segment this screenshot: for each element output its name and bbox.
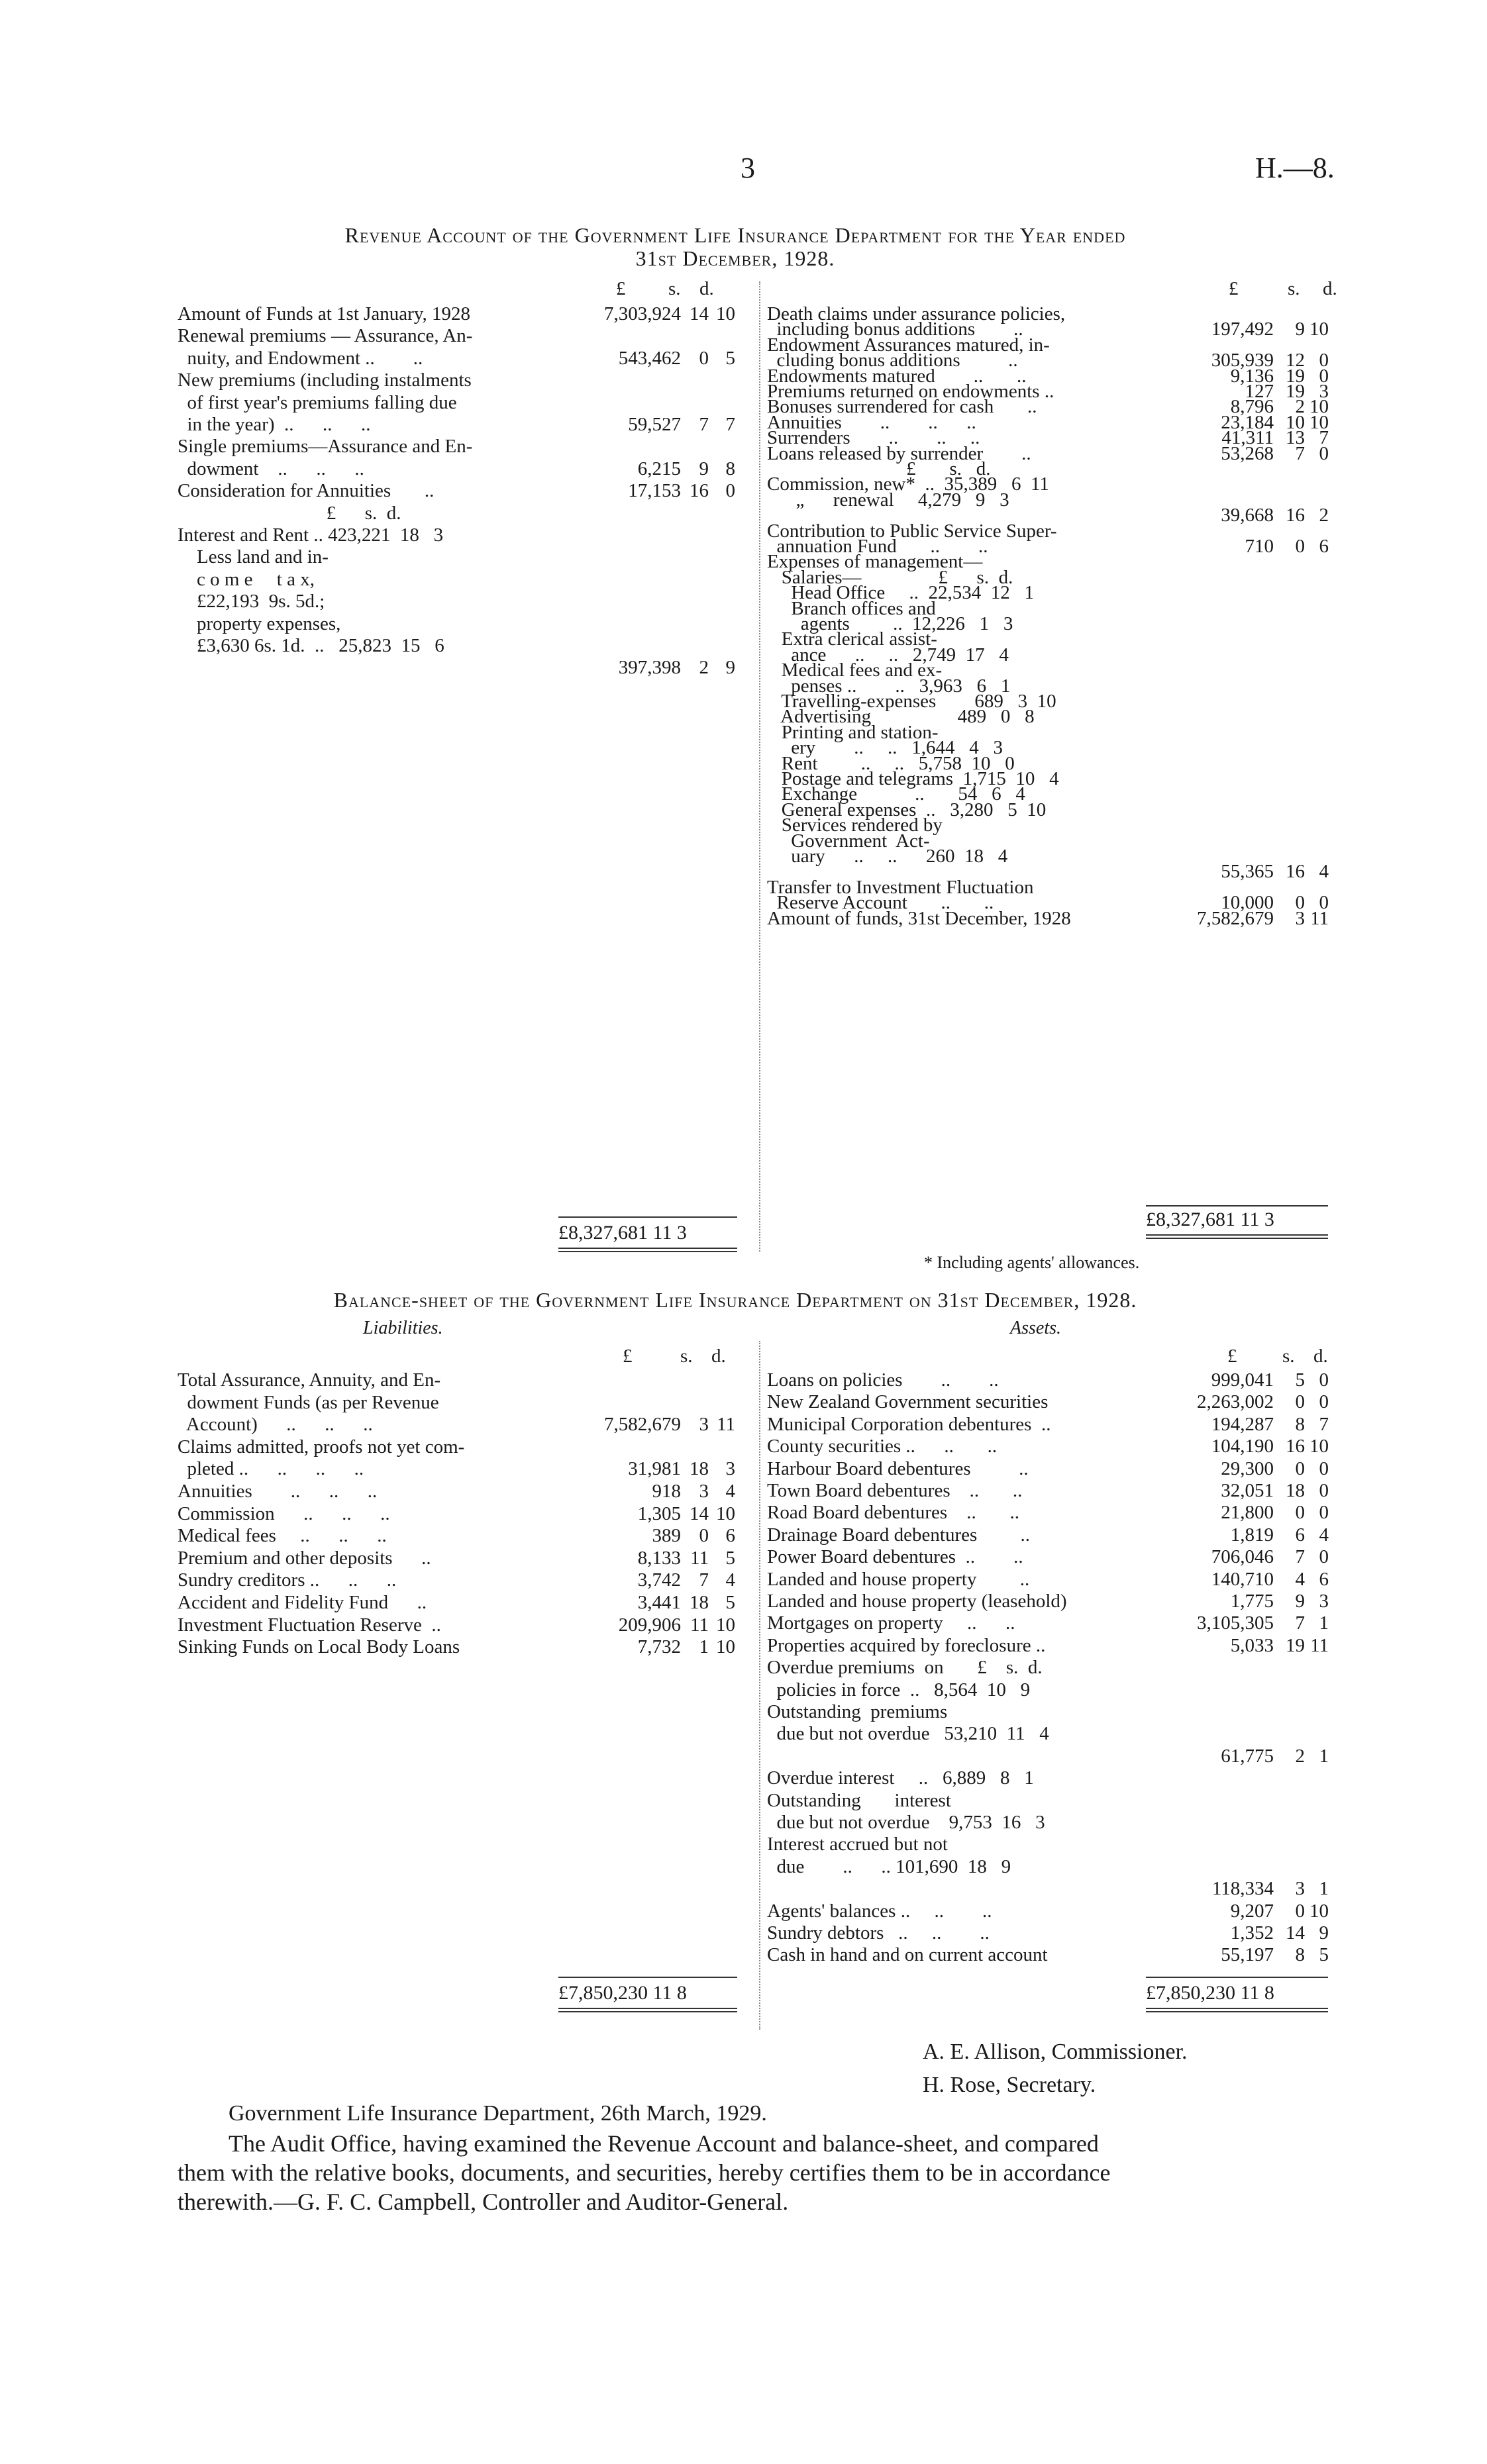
row-label: Sinking Funds on Local Body Loans [178, 1636, 460, 1658]
revenue-left-total: £8,327,681 11 3 [558, 1222, 687, 1244]
row-pounds: 55,197 [1221, 1944, 1274, 1966]
row-shillings: 4 [1295, 1568, 1305, 1590]
row-pence: 11 [717, 1414, 735, 1436]
commissioner-signature: A. E. Allison, Commissioner. [923, 2040, 1188, 2064]
column-separator [759, 281, 760, 1252]
row-shillings: 11 [690, 1614, 709, 1636]
audit-line2: them with the relative books, documents, and securities, hereby certifies them to be in accordance [178, 2159, 1111, 2186]
row-pounds: 209,906 [618, 1614, 681, 1636]
row-shillings: 14 [690, 1503, 709, 1524]
row-pence: 10 [1309, 319, 1329, 340]
rule [558, 1216, 737, 1218]
row-pounds: 706,046 [1211, 1546, 1274, 1568]
row-label: Advertising 489 0 8 [767, 706, 1035, 728]
row-label: Annuities .. .. .. [178, 1481, 378, 1502]
revenue-title-line2: 31st December, 1928. [635, 246, 835, 270]
row-pounds: 55,365 [1221, 861, 1274, 883]
row-pounds: 1,775 [1230, 1591, 1274, 1612]
row-label: nuity, and Endowment .. .. [178, 347, 423, 369]
row-label: policies in force .. 8,564 10 9 [767, 1679, 1031, 1700]
row-pence: 2 [1319, 505, 1329, 526]
row-label: dowment Funds (as per Revenue [178, 1391, 439, 1413]
row-label: Surrenders .. .. .. [767, 427, 980, 449]
row-label: Salaries— £ s. d. [767, 566, 1013, 588]
col-d: d. [1313, 1346, 1328, 1367]
row-label: Extra clerical assist- [767, 628, 937, 650]
row-pence: 11 [1310, 1634, 1329, 1656]
row-shillings: 16 [1286, 505, 1305, 526]
liabilities-total: £7,850,230 11 8 [558, 1982, 687, 2004]
row-label: annuation Fund .. .. [767, 536, 988, 557]
row-pence: 4 [1319, 1524, 1329, 1546]
row-label: penses .. .. 3,963 6 1 [767, 675, 1011, 697]
row-shillings: 7 [699, 1569, 709, 1591]
row-pounds: 3,742 [637, 1569, 681, 1591]
row-label: New Zealand Government securities [767, 1391, 1049, 1413]
row-pence: 0 [1319, 892, 1329, 914]
row-shillings: 11 [690, 1547, 709, 1569]
row-shillings: 0 [699, 347, 709, 369]
row-label: in the year) .. .. .. [178, 414, 371, 435]
row-pounds: 2,263,002 [1197, 1391, 1274, 1413]
row-label: Expenses of management— [767, 551, 983, 573]
row-pence: 9 [725, 657, 735, 679]
row-shillings: 9 [699, 458, 709, 479]
row-label: Postage and telegrams 1,715 10 4 [767, 768, 1059, 789]
row-label: Branch offices and [767, 597, 936, 619]
row-pounds: 32,051 [1221, 1480, 1274, 1501]
row-pounds: 8,796 [1230, 396, 1274, 418]
row-pence: 3 [1319, 381, 1329, 402]
row-shillings: 0 [1295, 1457, 1305, 1479]
row-label: Rent .. .. 5,758 10 0 [767, 752, 1015, 774]
row-shillings: 0 [1295, 892, 1305, 914]
row-pounds: 10,000 [1221, 892, 1274, 914]
row-shillings: 10 [1286, 411, 1305, 433]
row-label: Transfer to Investment Fluctuation [767, 876, 1034, 898]
double-rule [1146, 1234, 1328, 1239]
row-pence: 0 [1319, 1391, 1329, 1413]
row-label: Printing and station- [767, 721, 939, 743]
row-label: Consideration for Annuities .. [178, 480, 435, 502]
double-rule [558, 1248, 737, 1252]
row-pounds: 7,303,924 [604, 303, 681, 324]
audit-line1: The Audit Office, having examined the Revenue Account and balance-sheet, and compared [229, 2130, 1099, 2157]
row-pence: 10 [716, 1636, 735, 1658]
row-pounds: 118,334 [1211, 1878, 1274, 1900]
secretary-signature: H. Rose, Secretary. [923, 2073, 1096, 2097]
row-pence: 0 [725, 480, 735, 502]
row-label: Interest and Rent .. 423,221 18 3 [178, 524, 444, 546]
row-shillings: 2 [699, 657, 709, 679]
revenue-footnote: * Including agents' allowances. [924, 1253, 1140, 1272]
row-pounds: 305,939 [1211, 350, 1274, 371]
row-label: Renewal premiums — Assurance, An- [178, 325, 473, 347]
row-pence: 10 [1309, 1436, 1329, 1457]
row-label: Loans on policies .. .. [767, 1369, 999, 1391]
row-label: cluding bonus additions .. [767, 350, 1018, 371]
column-separator [759, 1341, 760, 2030]
row-pounds: 140,710 [1211, 1568, 1274, 1590]
page-number: 3 [741, 152, 755, 184]
row-label: Government Act- [767, 830, 930, 852]
row-pence: 10 [1309, 411, 1329, 433]
row-shillings: 16 [1286, 1436, 1305, 1457]
row-label: Travelling-expenses 689 3 10 [767, 691, 1056, 712]
row-shillings: 8 [1295, 1944, 1305, 1966]
row-pounds: 1,352 [1230, 1922, 1274, 1944]
row-pounds: 9,207 [1230, 1900, 1274, 1922]
row-label: Outstanding interest [767, 1789, 951, 1811]
revenue-title-line1: Revenue Account of the Government Life Insurance Department for the Year ended [344, 223, 1126, 247]
row-pence: 4 [1319, 861, 1329, 883]
row-shillings: 3 [699, 1481, 709, 1502]
row-label: Commission .. .. .. [178, 1503, 390, 1524]
row-pounds: 397,398 [618, 657, 681, 679]
col-pound: £ [1229, 278, 1239, 299]
row-shillings: 0 [1295, 536, 1305, 557]
row-pence: 10 [1309, 396, 1329, 418]
row-shillings: 3 [1295, 1878, 1305, 1900]
row-label: General expenses .. 3,280 5 10 [767, 799, 1047, 820]
row-label: £22,193 9s. 5d.; [178, 591, 325, 613]
row-pence: 1 [1319, 1745, 1329, 1767]
row-pence: 0 [1319, 350, 1329, 371]
col-s: s. [1288, 278, 1300, 299]
row-label: agents .. 12,226 1 3 [767, 613, 1013, 634]
row-label: Overdue premiums on £ s. d. [767, 1657, 1043, 1679]
row-pounds: 197,492 [1211, 319, 1274, 340]
row-pence: 1 [1319, 1612, 1329, 1634]
row-label: Landed and house property (leasehold) [767, 1591, 1067, 1612]
col-pound: £ [616, 278, 626, 299]
row-label: Mortgages on property .. .. [767, 1612, 1015, 1634]
row-shillings: 0 [1295, 1391, 1305, 1413]
row-shillings: 8 [1295, 1413, 1305, 1435]
liabilities-heading: Liabilities. [363, 1318, 443, 1338]
row-pence: 10 [716, 303, 735, 324]
row-label: Overdue interest .. 6,889 8 1 [767, 1767, 1034, 1789]
row-label: Drainage Board debentures .. [767, 1524, 1031, 1546]
row-pounds: 999,041 [1211, 1369, 1274, 1391]
row-label: ery .. .. 1,644 4 3 [767, 737, 1003, 759]
row-pounds: 5,033 [1230, 1634, 1274, 1656]
row-label: Power Board debentures .. .. [767, 1546, 1023, 1568]
row-pence: 10 [716, 1614, 735, 1636]
row-pounds: 1,305 [637, 1503, 681, 1524]
row-pence: 0 [1319, 442, 1329, 464]
row-label: Amount of funds, 31st December, 1928 [767, 907, 1071, 929]
row-shillings: 18 [1286, 1480, 1305, 1501]
row-pence: 0 [1319, 1546, 1329, 1568]
row-label: Harbour Board debentures .. [767, 1457, 1029, 1479]
rule [1146, 1977, 1328, 1978]
row-pence: 4 [725, 1569, 735, 1591]
row-label: ance .. .. 2,749 17 4 [767, 644, 1009, 665]
row-pence: 1 [1319, 1878, 1329, 1900]
row-shillings: 7 [1295, 442, 1305, 464]
row-pence: 3 [725, 1458, 735, 1480]
row-label: Town Board debentures .. .. [767, 1480, 1023, 1501]
row-shillings: 7 [1295, 1612, 1305, 1634]
row-pence: 5 [1319, 1944, 1329, 1966]
dateline: Government Life Insurance Department, 26th March, 1929. [229, 2101, 767, 2126]
row-shillings: 9 [1295, 1591, 1305, 1612]
row-label: Endowment Assurances matured, in- [767, 334, 1050, 356]
row-shillings: 19 [1286, 1634, 1305, 1656]
row-pounds: 7,582,679 [604, 1414, 681, 1436]
row-label: Account) .. .. .. [178, 1414, 373, 1436]
row-pounds: 918 [652, 1481, 681, 1502]
row-label: Contribution to Public Service Super- [767, 520, 1057, 542]
liabilities-col-headings [623, 1346, 726, 1367]
col-d: d. [699, 278, 714, 299]
row-label: due .. .. 101,690 18 9 [767, 1855, 1011, 1877]
row-shillings: 19 [1286, 381, 1305, 402]
row-label: Accident and Fidelity Fund .. [178, 1592, 427, 1613]
row-label: Sundry creditors .. .. .. [178, 1569, 397, 1591]
row-label: Claims admitted, proofs not yet com- [178, 1436, 465, 1457]
row-pence: 6 [1319, 536, 1329, 557]
row-pence: 0 [1319, 1502, 1329, 1524]
row-shillings: 5 [1295, 1369, 1305, 1391]
row-label: Bonuses surrendered for cash .. [767, 396, 1037, 418]
page-reference: H.—8. [1255, 152, 1335, 184]
row-label: Services rendered by [767, 814, 943, 836]
row-label: due but not overdue 9,753 16 3 [767, 1812, 1045, 1833]
row-label: Amount of Funds at 1st January, 1928 [178, 303, 470, 324]
row-label: Loans released by surrender .. [767, 442, 1031, 464]
row-pence: 7 [725, 414, 735, 435]
row-label: County securities .. .. .. [767, 1436, 998, 1457]
col-s: s. [1282, 1346, 1295, 1367]
row-shillings: 0 [1295, 1900, 1305, 1922]
row-shillings: 13 [1286, 427, 1305, 449]
row-label: New premiums (including instalments [178, 370, 472, 391]
row-pounds: 7,582,679 [1197, 907, 1274, 929]
row-pence: 8 [725, 458, 735, 479]
row-shillings: 7 [699, 414, 709, 435]
row-label: Total Assurance, Annuity, and En- [178, 1369, 441, 1391]
row-shillings: 16 [690, 480, 709, 502]
row-pounds: 17,153 [628, 480, 681, 502]
row-label: Premiums returned on endowments .. [767, 381, 1054, 402]
row-pence: 5 [725, 1592, 735, 1613]
row-label: Landed and house property .. [767, 1568, 1030, 1590]
row-pounds: 53,268 [1221, 442, 1274, 464]
row-label: Less land and in- [178, 546, 329, 568]
row-pounds: 59,527 [628, 414, 681, 435]
row-pence: 11 [1310, 907, 1329, 929]
row-label: £ s. d. [178, 502, 401, 524]
row-pence: 7 [1319, 427, 1329, 449]
row-label: Medical fees and ex- [767, 660, 943, 681]
row-label: Endowments matured .. .. [767, 365, 1027, 387]
double-rule [1146, 2008, 1328, 2012]
row-label: Cash in hand and on current account [767, 1944, 1048, 1966]
row-pounds: 7,732 [637, 1636, 681, 1658]
row-label: Reserve Account .. .. [767, 892, 994, 914]
row-shillings: 0 [1295, 1502, 1305, 1524]
row-pence: 4 [725, 1481, 735, 1502]
row-pounds: 31,981 [628, 1458, 681, 1480]
col-s: s. [680, 1346, 693, 1367]
row-pounds: 61,775 [1221, 1745, 1274, 1767]
row-label: of first year's premiums falling due [178, 391, 457, 413]
row-pounds: 29,300 [1221, 1457, 1274, 1479]
row-pounds: 127 [1245, 381, 1274, 402]
row-pounds: 543,462 [618, 347, 681, 369]
row-label: Commission, new* .. 35,389 6 11 [767, 473, 1049, 495]
balance-title: Balance-sheet of the Government Life Insurance Department on 31st December, 1928. [333, 1288, 1137, 1312]
col-s: s. [668, 278, 681, 299]
row-pence: 0 [1319, 1457, 1329, 1479]
row-pounds: 21,800 [1221, 1502, 1274, 1524]
row-label: including bonus additions .. [767, 319, 1023, 340]
row-label: uary .. .. 260 18 4 [767, 846, 1008, 867]
audit-line3: therewith.—G. F. C. Campbell, Controller and Auditor-General. [178, 2189, 789, 2215]
row-pounds: 9,136 [1230, 365, 1274, 387]
row-pence: 7 [1319, 1413, 1329, 1435]
row-label: Single premiums—Assurance and En- [178, 436, 473, 458]
row-shillings: 18 [690, 1592, 709, 1613]
rule [558, 1977, 737, 1978]
row-pounds: 710 [1245, 536, 1274, 557]
row-label: Agents' balances .. .. .. [767, 1900, 992, 1922]
row-label: Outstanding premiums [767, 1701, 948, 1722]
row-shillings: 3 [1295, 907, 1305, 929]
row-label: due but not overdue 53,210 11 4 [767, 1723, 1049, 1745]
row-shillings: 2 [1295, 1745, 1305, 1767]
row-shillings: 12 [1286, 350, 1305, 371]
row-label: property expenses, [178, 613, 341, 634]
row-shillings: 14 [1286, 1922, 1305, 1944]
row-pence: 6 [1319, 1568, 1329, 1590]
row-label: £ s. d. [767, 458, 991, 479]
row-pounds: 389 [652, 1525, 681, 1547]
row-shillings: 14 [690, 303, 709, 324]
row-shillings: 3 [699, 1414, 709, 1436]
row-pence: 6 [725, 1525, 735, 1547]
row-pence: 0 [1319, 1480, 1329, 1501]
row-pounds: 3,441 [637, 1592, 681, 1613]
col-pound: £ [623, 1346, 633, 1367]
row-shillings: 6 [1295, 1524, 1305, 1546]
row-pounds: 41,311 [1221, 427, 1274, 449]
row-label: Properties acquired by foreclosure .. [767, 1634, 1046, 1656]
row-shillings: 0 [699, 1525, 709, 1547]
row-shillings: 7 [1295, 1546, 1305, 1568]
row-pence: 10 [1309, 1900, 1329, 1922]
row-label: Death claims under assurance policies, [767, 303, 1066, 324]
double-rule [558, 2008, 737, 2012]
row-label: c o m e t a x, [178, 568, 315, 590]
row-pounds: 194,287 [1211, 1413, 1274, 1435]
row-pence: 0 [1319, 1369, 1329, 1391]
row-label: Annuities .. .. .. [767, 411, 976, 433]
row-label: dowment .. .. .. [178, 458, 364, 479]
revenue-left-col-headings [616, 278, 714, 300]
row-shillings: 2 [1295, 396, 1305, 418]
assets-heading: Assets. [1010, 1318, 1061, 1338]
revenue-right-col-headings [1229, 278, 1337, 300]
row-shillings: 9 [1295, 319, 1305, 340]
row-pounds: 23,184 [1221, 411, 1274, 433]
row-label: Road Board debentures .. .. [767, 1502, 1019, 1524]
row-pence: 3 [1319, 1591, 1329, 1612]
row-pounds: 6,215 [637, 458, 681, 479]
col-d: d. [1323, 278, 1337, 299]
row-shillings: 16 [1286, 861, 1305, 883]
row-pounds: 39,668 [1221, 505, 1274, 526]
row-label: £3,630 6s. 1d. .. 25,823 15 6 [178, 635, 444, 656]
col-d: d. [711, 1346, 726, 1367]
row-pence: 0 [1319, 365, 1329, 387]
row-pounds: 104,190 [1211, 1436, 1274, 1457]
row-label: „ renewal 4,279 9 3 [767, 489, 1009, 511]
assets-col-headings [1227, 1346, 1328, 1367]
col-pound: £ [1227, 1346, 1237, 1367]
row-shillings: 1 [699, 1636, 709, 1658]
row-label: Interest accrued but not [767, 1834, 948, 1855]
row-label: Premium and other deposits .. [178, 1547, 431, 1569]
row-label: Sundry debtors .. .. .. [767, 1922, 990, 1944]
row-shillings: 18 [690, 1458, 709, 1480]
row-pounds: 3,105,305 [1197, 1612, 1274, 1634]
row-shillings: 19 [1286, 365, 1305, 387]
row-pence: 10 [716, 1503, 735, 1524]
row-label: Head Office .. 22,534 12 1 [767, 582, 1034, 604]
row-label: Municipal Corporation debentures .. [767, 1413, 1051, 1435]
row-label: Exchange .. 54 6 4 [767, 783, 1025, 805]
assets-total: £7,850,230 11 8 [1146, 1982, 1274, 2004]
row-label: pleted .. .. .. .. [178, 1458, 364, 1480]
row-pence: 9 [1319, 1922, 1329, 1944]
rule [1146, 1205, 1328, 1207]
row-pounds: 8,133 [637, 1547, 681, 1569]
revenue-right-total: £8,327,681 11 3 [1146, 1208, 1274, 1230]
row-pounds: 1,819 [1230, 1524, 1274, 1546]
row-label: Medical fees .. .. .. [178, 1525, 387, 1547]
row-label: Investment Fluctuation Reserve .. [178, 1614, 441, 1636]
row-pence: 5 [725, 347, 735, 369]
row-pence: 5 [725, 1547, 735, 1569]
